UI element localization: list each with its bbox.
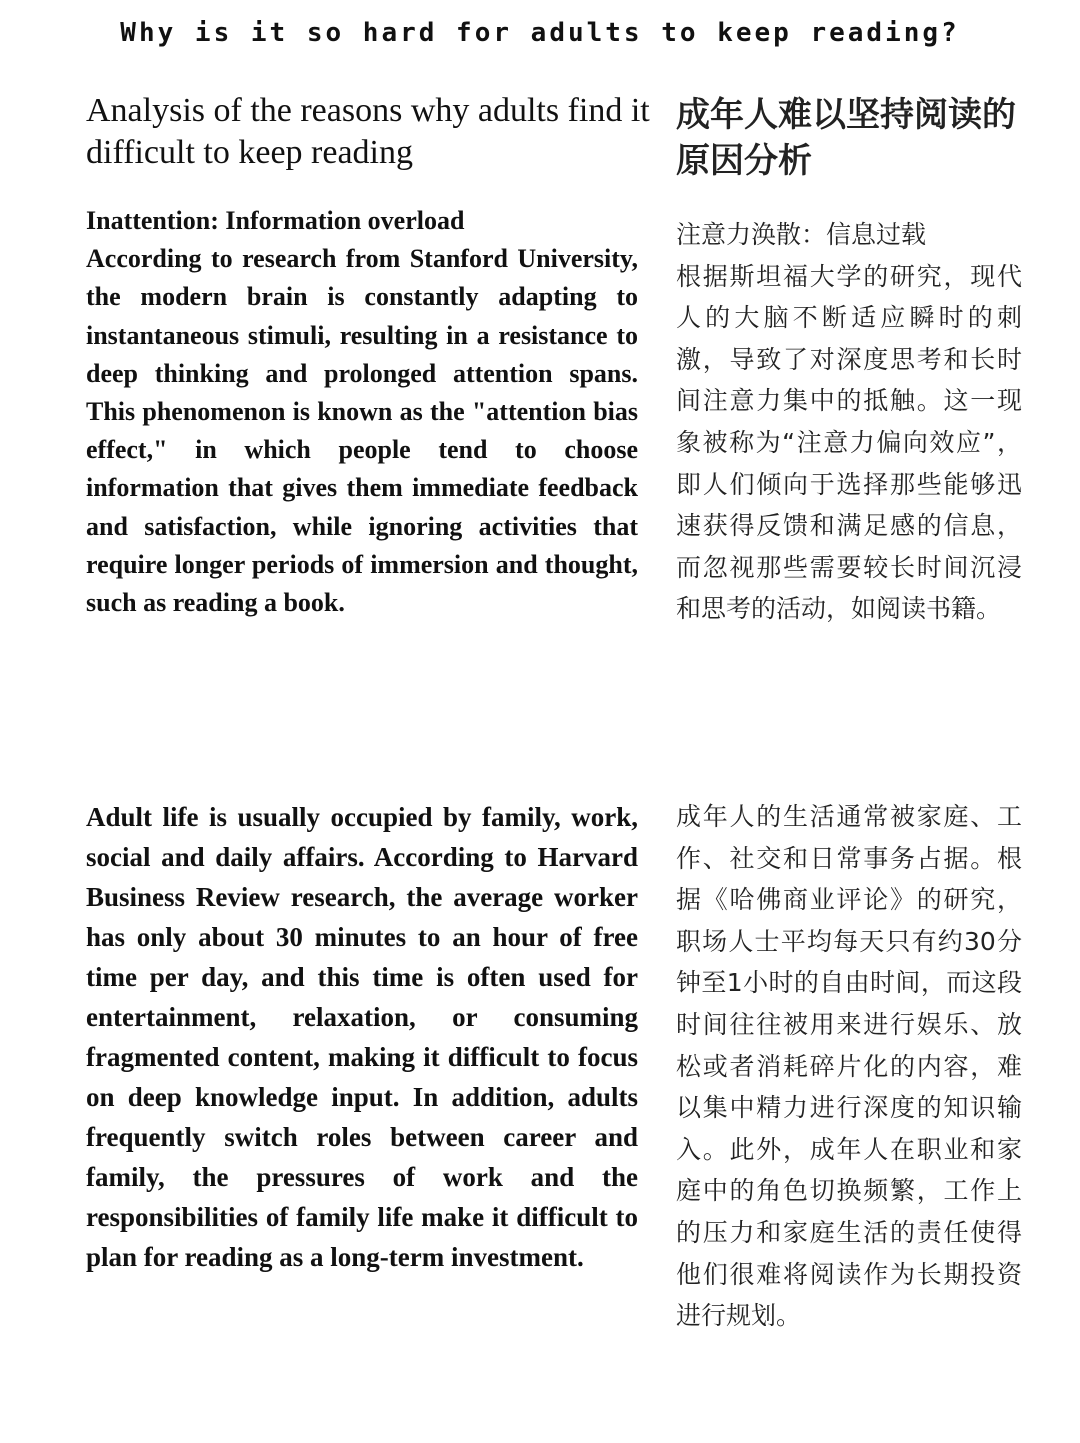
section1-english-body: According to research from Stanford University, the modern brain is constantly adapting to instantaneous stimuli, resulting in a resistance to deep thinking and prolonged attention spans. This phenomenon is known as the "attention bias effect," in which people tend to choose information that gives them immediate feedback and satisfaction, while ignoring activities that require longer periods of immersion and thought, such as reading a book. — [86, 244, 638, 618]
section1-chinese-subtitle: 注意力涣散：信息过载 — [676, 220, 927, 249]
heading-chinese: 成年人难以坚持阅读的原因分析 — [676, 95, 1016, 181]
section1-chinese-body: 根据斯坦福大学的研究，现代人的大脑不断适应瞬时的刺激，导致了对深度思考和长时间注意力集中的抵触。这一现象被称为“注意力偏向效应”，即人们倾向于选择那些能够迅速获得反馈和满足感的信息，而忽视那些需要较长时间沉浸和思考的活动，如阅读书籍。 — [676, 261, 1022, 624]
section1-english — [86, 202, 638, 622]
section2-english-body: Adult life is usually occupied by family, work, social and daily affairs. According to Harvard Business Review research, the average worker has only about 30 minutes to an hour of free time per day, and this time is often used for entertainment, relaxation, or consuming fragmented content, making it difficult to focus on deep knowledge input. In addition, adults frequently switch roles between career and family, the pressures of work and the responsibilities of family life make it difficult to plan for reading as a long-term investment. — [86, 802, 638, 1272]
section1-english-subtitle: Inattention: Information overload — [86, 206, 465, 235]
section2-chinese-body: 成年人的生活通常被家庭、工作、社交和日常事务占据。根据《哈佛商业评论》的研究，职场人士平均每天只有约30分钟至1小时的自由时间，而这段时间往往被用来进行娱乐、放松或者消耗碎片化的内容，难以集中精力进行深度的知识输入。此外，成年人在职业和家庭中的角色切换频繁，工作上的压力和家庭生活的责任使得他们很难将阅读作为长期投资进行规划。 — [676, 802, 1022, 1331]
heading-english: Analysis of the reasons why adults find it difficult to keep reading — [86, 92, 650, 171]
section1-chinese — [676, 214, 1022, 630]
page-header-title: Why is it so hard for adults to keep reading? — [120, 18, 960, 48]
